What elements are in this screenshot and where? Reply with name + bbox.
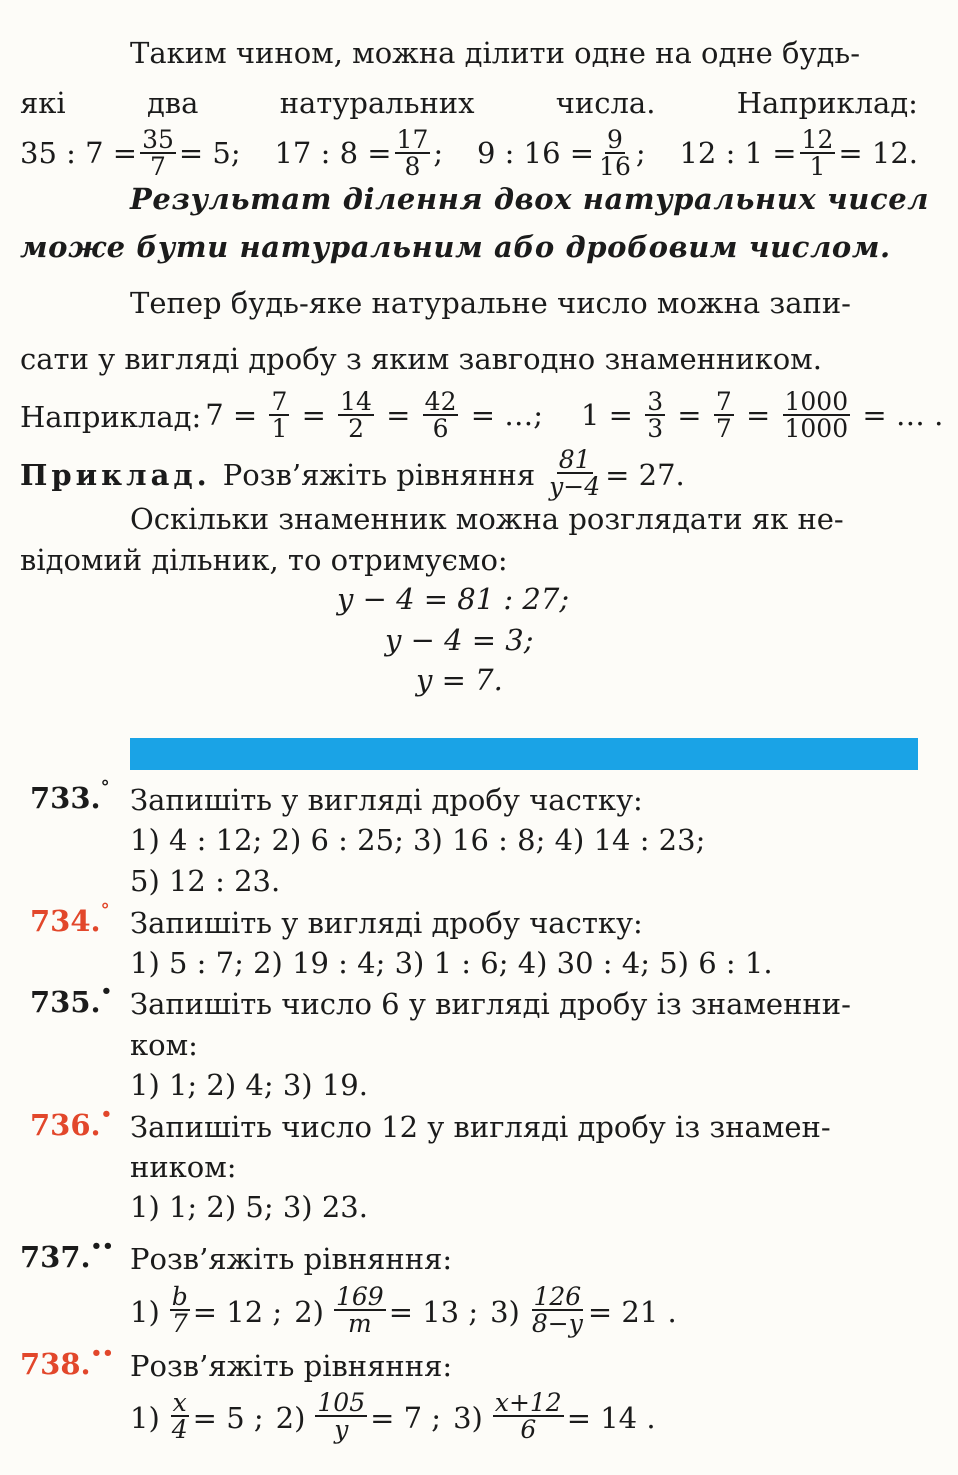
problem-735-text: Запишіть число 6 у вигляді дробу із знаменни- xyxy=(130,987,851,1021)
example-text: Розв’яжіть рівняння xyxy=(222,458,536,492)
fraction: $\frac{35}{7}$ xyxy=(142,125,174,181)
problem-number-734: 734.° xyxy=(30,900,110,938)
fraction: $\frac{9}{16}$ xyxy=(599,125,631,181)
rule-line-2: може бути натуральним або дробовим числом. xyxy=(20,230,891,264)
example-fraction: $\frac{81}{y-4}$ xyxy=(549,445,601,501)
problem-733-items: 5) 12 : 23. xyxy=(130,864,281,898)
fraction: $\frac{17}{8}$ xyxy=(396,125,429,181)
problem-737-equations: 1) $\frac{b}{7}$ = 12 ; 2) $\frac{169}{m}$ = 13 ; 3) $\frac{126}{8-y}$ = 21 . xyxy=(130,1282,677,1338)
problem-734-text: Запишіть у вигляді дробу частку: xyxy=(130,906,643,940)
intro-word: натуральних xyxy=(279,86,475,120)
solution-step-1: y − 4 = 81 : 27; xyxy=(337,582,570,616)
intro-word: які xyxy=(20,86,66,120)
problem-733-items: 1) 4 : 12; 2) 6 : 25; 3) 16 : 8; 4) 14 : 23; xyxy=(130,823,706,857)
division-examples xyxy=(20,125,918,182)
problem-736-items: 1) 1; 2) 5; 3) 23. xyxy=(130,1190,368,1224)
problem-738-equations: 1) $\frac{x}{4}$ = 5 ; 2) $\frac{105}{y}$ = 7 ; 3) $\frac{x+12}{6}$ = 14 . xyxy=(130,1388,656,1444)
para2-line-2: сати у вигляді дробу з яким завгодно знаменником. xyxy=(20,342,822,376)
intro-word: Наприклад: xyxy=(736,86,918,120)
problem-738-text: Розв’яжіть рівняння: xyxy=(130,1349,453,1383)
problem-number-737: 737.•• xyxy=(20,1236,114,1274)
explanation-line-1: Оскільки знаменник можна розглядати як не- xyxy=(130,502,844,536)
problem-number-736: 736.• xyxy=(30,1104,113,1142)
solution-step-2: y − 4 = 3; xyxy=(385,623,534,657)
intro-word: два xyxy=(146,86,199,120)
para2-line-1: Тепер будь-яке натуральне число можна запи- xyxy=(130,286,851,320)
example-item: 17 : 8 = $\frac{17}{8}$ ; xyxy=(274,125,444,181)
problem-number-738: 738.•• xyxy=(20,1343,114,1381)
rule-line-1: Результат ділення двох натуральних чисел xyxy=(130,182,930,216)
problem-736-text: ником: xyxy=(130,1150,237,1184)
intro-line-2 xyxy=(20,86,918,120)
problem-733-text: Запишіть у вигляді дробу частку: xyxy=(130,783,643,817)
example-rhs: = 27. xyxy=(605,458,685,492)
problem-737-text: Розв’яжіть рівняння: xyxy=(130,1242,453,1276)
problem-735-text: ком: xyxy=(130,1028,198,1062)
fraction-chains xyxy=(20,387,944,444)
example-item: 35 : 7 = $\frac{35}{7}$ = 5; xyxy=(20,125,241,181)
problem-736-text: Запишіть число 12 у вигляді дробу із знамен- xyxy=(130,1110,831,1144)
problem-number-735: 735.• xyxy=(30,981,113,1019)
explanation-line-2: відомий дільник, то отримуємо: xyxy=(20,543,508,577)
chain-1: 7 = $\frac{7}{1}$ = $\frac{14}{2}$ = $\frac{42}{6}$ = …; xyxy=(205,387,543,443)
chain-2: 1 = $\frac{3}{3}$ = $\frac{7}{7}$ = $\frac{1000}{1000}$ = … . xyxy=(581,387,944,443)
problem-735-items: 1) 1; 2) 4; 3) 19. xyxy=(130,1068,368,1102)
problem-number-733: 733.° xyxy=(30,777,110,815)
solution-step-3: y = 7. xyxy=(416,663,503,697)
example-item: 12 : 1 = $\frac{12}{1}$ = 12. xyxy=(679,125,918,181)
example-prefix: Наприклад: xyxy=(20,400,202,434)
example-item: 9 : 16 = $\frac{9}{16}$ ; xyxy=(476,125,646,181)
worked-example xyxy=(20,445,918,502)
intro-word: числа. xyxy=(555,86,656,120)
example-label: Приклад. xyxy=(20,458,211,492)
exercise-section-bar xyxy=(130,738,918,770)
intro-line-1: Таким чином, можна ділити одне на одне будь- xyxy=(130,36,860,70)
problem-734-items: 1) 5 : 7; 2) 19 : 4; 3) 1 : 6; 4) 30 : 4; 5) 6 : 1. xyxy=(130,946,773,980)
fraction: $\frac{12}{1}$ xyxy=(801,125,834,181)
